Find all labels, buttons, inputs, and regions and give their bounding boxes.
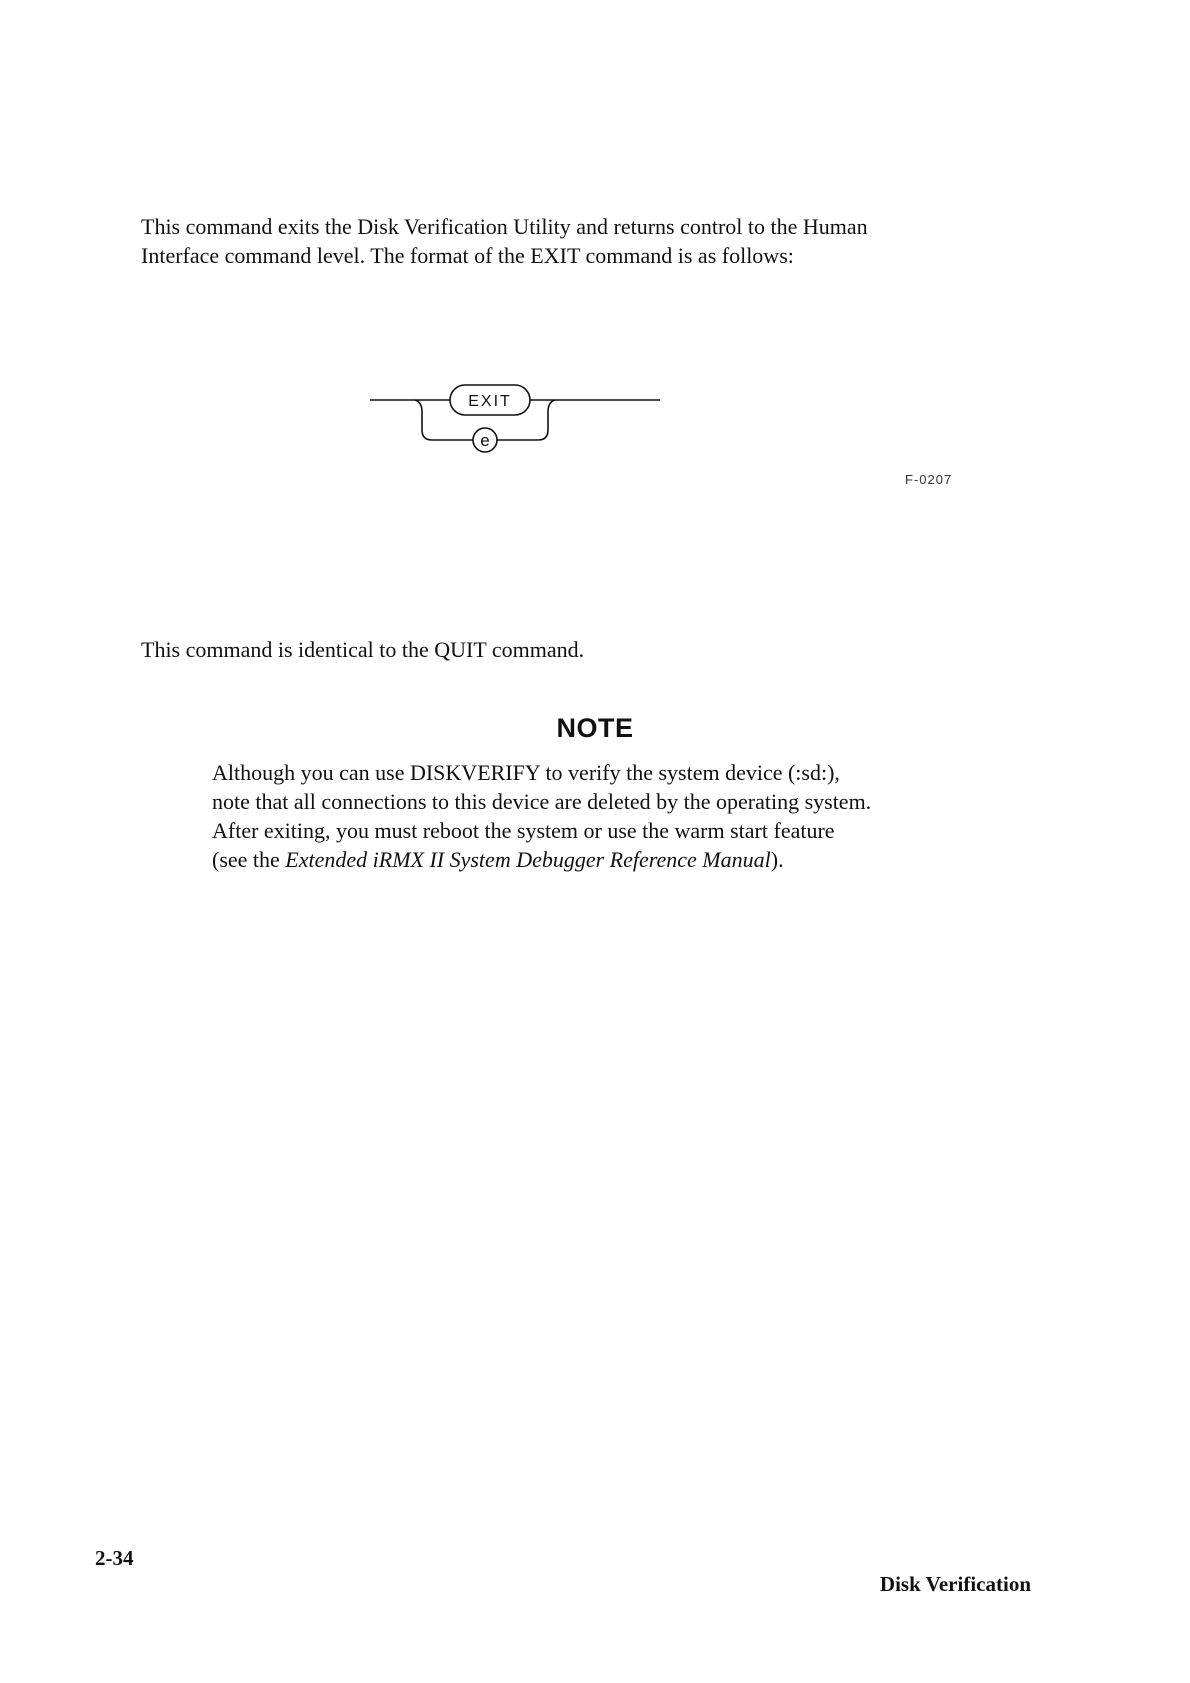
note-line-1: Although you can use DISKVERIFY to verify the system device (:sd:), [212, 760, 840, 785]
exit-syntax-diagram [360, 370, 680, 480]
note-line-4-prefix: (see the [212, 847, 286, 872]
identical-paragraph: This command is identical to the QUIT command. [141, 637, 585, 662]
note-body [212, 758, 972, 874]
intro-line-2: Interface command level. The format of the EXIT command is as follows: [141, 243, 794, 268]
diagram-lower-branch-left [415, 400, 473, 440]
footer-page-number: 2-34 [95, 1546, 134, 1570]
note-heading: NOTE [556, 713, 634, 743]
abbreviation-label: e [480, 431, 490, 450]
exit-keyword-label: EXIT [468, 393, 512, 410]
note-line-2: note that all connections to this device are deleted by the operating system. [212, 789, 872, 814]
manual-title: Extended iRMX II System Debugger Reference Manual [285, 847, 771, 872]
intro-paragraph [141, 212, 961, 270]
intro-line-1: This command exits the Disk Verification Utility and returns control to the Human [141, 214, 868, 239]
note-line-4-suffix: ). [770, 847, 784, 872]
figure-id: F-0207 [905, 472, 953, 487]
note-line-3: After exiting, you must reboot the system or use the warm start feature [212, 818, 835, 843]
footer-section-title: Disk Verification [879, 1572, 1031, 1596]
